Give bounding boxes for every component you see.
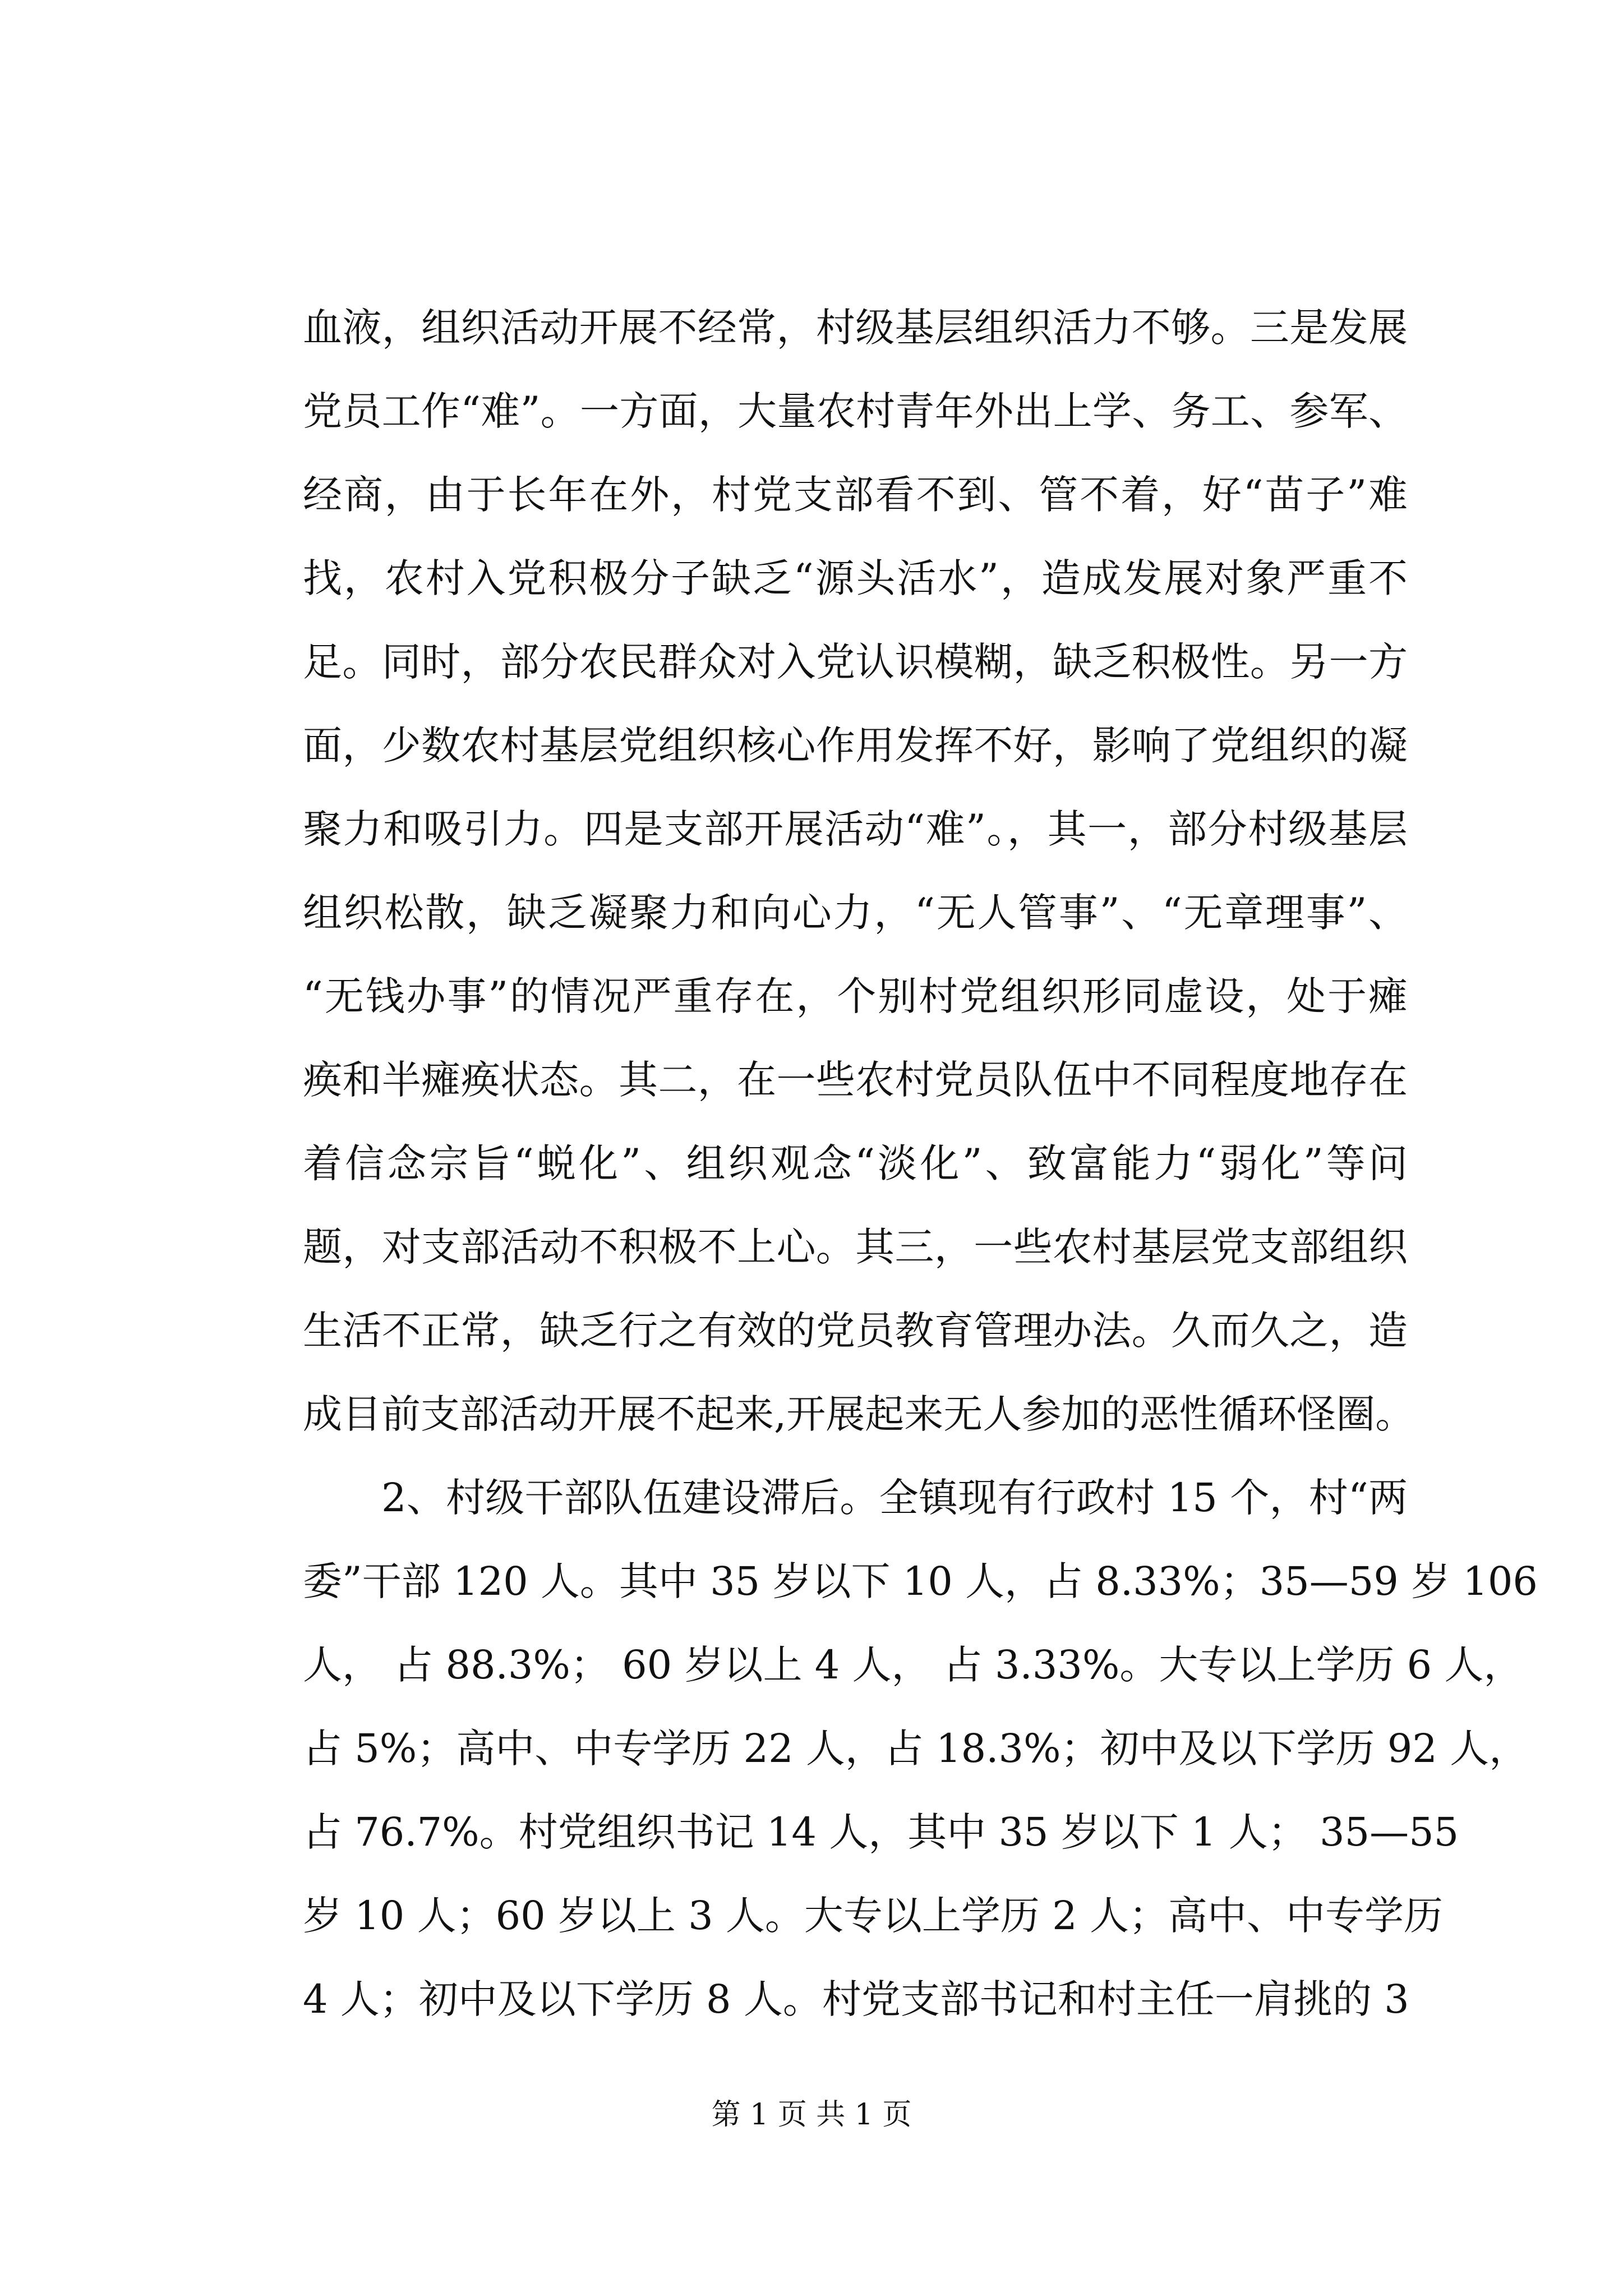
text-line: 题，对支部活动不积极不上心。其三，一些农村基层党支部组织 bbox=[303, 1224, 1408, 1270]
text-line: 足。同时，部分农民群众对入党认识模糊，缺乏积极性。另一方 bbox=[303, 639, 1408, 685]
text-line: 生活不正常，缺乏行之有效的党员教育管理办法。久而久之，造 bbox=[303, 1308, 1408, 1354]
text-line: 组织松散，缺乏凝聚力和向心力，“无人管事”、“无章理事”、 bbox=[303, 890, 1408, 936]
text-line: 岁 10 人；60 岁以上 3 人。大专以上学历 2 人；高中、中专学历 bbox=[303, 1893, 1443, 1939]
text-line: 人， 占 88.3%； 60 岁以上 4 人， 占 3.33%。大专以上学历 6 人， bbox=[303, 1642, 1523, 1688]
text-line: 着信念宗旨“蜕化”、组织观念“淡化”、致富能力“弱化”等问 bbox=[303, 1140, 1408, 1186]
text-line: “无钱办事”的情况严重存在，个别村党组织形同虚设，处于瘫 bbox=[303, 973, 1408, 1019]
text-line: 占 76.7%。村党组织书记 14 人，其中 35 岁以下 1 人； 35—55 bbox=[303, 1809, 1459, 1855]
text-line: 痪和半瘫痪状态。其二，在一些农村党员队伍中不同程度地存在 bbox=[303, 1057, 1408, 1103]
text-line: 党员工作“难”。一方面，大量农村青年外出上学、务工、参军、 bbox=[303, 388, 1408, 434]
body-text bbox=[303, 286, 1538, 2041]
text-line: 聚力和吸引力。四是支部开展活动“难”。，其一，部分村级基层 bbox=[303, 806, 1408, 852]
page-footer bbox=[0, 2098, 1623, 2132]
text-line: 占 5%；高中、中专学历 22 人，占 18.3%；初中及以下学历 92 人， bbox=[303, 1726, 1529, 1772]
text-line: 血液，组织活动开展不经常，村级基层组织活力不够。三是发展 bbox=[303, 305, 1408, 351]
text-line: 找，农村入党积极分子缺乏“源头活水”，造成发展对象严重不 bbox=[303, 555, 1408, 601]
page-number-label: 第 1 页 共 1 页 bbox=[711, 2098, 912, 2132]
text-line: 面，少数农村基层党组织核心作用发挥不好，影响了党组织的凝 bbox=[303, 723, 1408, 769]
text-line: 4 人；初中及以下学历 8 人。村党支部书记和村主任一肩挑的 3 bbox=[303, 1976, 1409, 2022]
paragraph-first-line: 2、村级干部队伍建设滞后。全镇现有行政村 15 个，村“两 bbox=[381, 1475, 1408, 1521]
text-line: 经商，由于长年在外，村党支部看不到、管不着，好“苗子”难 bbox=[303, 472, 1408, 518]
text-line: 成目前支部活动开展不起来,开展起来无人参加的恶性循环怪圈。 bbox=[303, 1391, 1415, 1437]
text-line: 委”干部 120 人。其中 35 岁以下 10 人，占 8.33%；35—59 岁 106 bbox=[303, 1558, 1538, 1604]
